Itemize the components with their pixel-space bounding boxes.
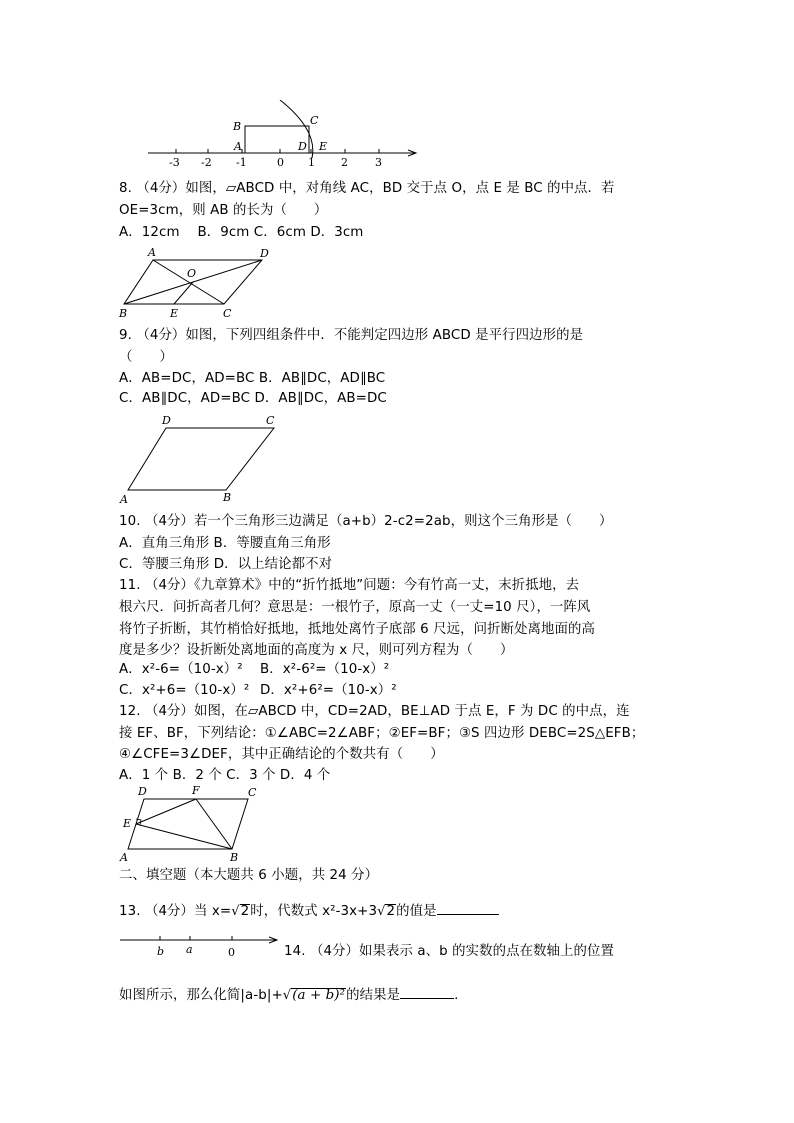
sqrt-sign-icon: √ (231, 904, 240, 919)
label-A: A (120, 851, 128, 864)
q13-prefix: 13. （4分）当 x= (119, 904, 232, 919)
q12-options: A．1 个 B．2 个 C．3 个 D．4 个 (119, 768, 331, 783)
q13-radicand2: 2 (386, 904, 396, 919)
sqrt-sign-icon: √ (282, 988, 292, 1003)
q11-line2: 根六尺．问折高者几何？意思是：一根竹子，原高一丈（一丈=10 尺），一阵风 (119, 600, 591, 615)
q11-option-b: B．x²-6²=（10-x）² (260, 662, 390, 677)
q10-options-ab: A．直角三角形 B．等腰直角三角形 (119, 536, 331, 551)
answer-blank[interactable] (437, 900, 499, 915)
label-D: D (162, 414, 171, 427)
sqrt-sign-icon: √ (377, 904, 386, 919)
label-a: a (186, 943, 193, 956)
q9-options-ab: A．AB=DC，AD=BC B．AB∥DC，AD∥BC (119, 371, 386, 386)
label-A: A (120, 493, 128, 506)
label-D: D (260, 247, 269, 260)
tick-label: -3 (169, 156, 180, 169)
label-B: B (119, 307, 128, 320)
q11-line3: 将竹子折断，其竹梢恰好抵地，抵地处离竹子底部 6 尺远，问折断处离地面的高 (119, 622, 596, 637)
q13-radicand: 2 (240, 904, 250, 919)
q10-line1: 10. （4分）若一个三角形三边满足（a+b）2-c2=2ab，则这个三角形是（ ） (119, 514, 613, 529)
label-E: E (123, 817, 132, 830)
label-B: B (233, 120, 242, 133)
q12-line3: ④∠CFE=3∠DEF，其中正确结论的个数共有（ ） (119, 747, 444, 762)
label-B: B (230, 851, 239, 864)
q13-line (119, 900, 499, 922)
number-line-figure-top (140, 100, 430, 170)
q12-line2: 接 EF、BF，下列结论：①∠ABC=2∠ABF；②EF=BF；③S 四边形 DEBC=2S△EFB； (119, 726, 645, 741)
label-C: C (248, 786, 257, 799)
q11-option-c: C．x²+6=（10-x）² (119, 683, 250, 698)
tick-label: 3 (375, 156, 382, 169)
q14-line2-suffix: 的结果是 (346, 988, 401, 1003)
label-b: b (157, 945, 165, 958)
label-A: A (234, 140, 242, 153)
tick-label: -2 (201, 156, 212, 169)
q12-line1: 12. （4分）如图，在▱ABCD 中，CD=2AD，BE⊥AD 于点 E，F 为 DC 的中点，连 (119, 704, 630, 719)
tick-label: 0 (277, 156, 284, 169)
label-C: C (310, 114, 319, 127)
label-zero: 0 (228, 946, 235, 959)
label-E: E (170, 307, 179, 320)
q11-line4: 度是多少？设折断处离地面的高度为 x 尺，则可列方程为（ ） (119, 643, 514, 658)
section2-title: 二、填空题（本大题共 6 小题，共 24 分） (119, 868, 379, 883)
q14-line2 (119, 984, 458, 1006)
tick-label: 1 (308, 156, 315, 169)
q9-line2: （ ） (119, 350, 173, 365)
q11-line1: 11. （4分）《九章算术》中的“折竹抵地”问题：今有竹高一丈，末折抵地，去 (119, 578, 580, 593)
q11-option-a: A．x²-6=（10-x）² (119, 662, 243, 677)
q14-end: . (454, 988, 459, 1003)
label-D: D (138, 785, 147, 798)
label-E: E (319, 140, 328, 153)
q14-line2-prefix: 如图所示，那么化简|a-b|+ (119, 988, 283, 1003)
q10-options-cd: C．等腰三角形 D．以上结论都不对 (119, 557, 333, 572)
q8-parallelogram-figure (116, 244, 276, 324)
tick-label: 2 (341, 156, 348, 169)
label-O: O (187, 267, 197, 280)
q12-parallelogram-figure (116, 783, 266, 865)
label-D: D (298, 140, 307, 153)
q14-number-line-figure (116, 928, 286, 964)
q8-options: A．12cm B．9cm C．6cm D．3cm (119, 225, 364, 240)
label-C: C (266, 414, 275, 427)
q9-parallelogram-figure (116, 410, 286, 508)
answer-blank[interactable] (400, 984, 454, 999)
q13-middle: 时，代数式 x²-3x+3 (250, 904, 378, 919)
q13-suffix: 的值是 (396, 904, 437, 919)
label-A: A (148, 246, 156, 259)
label-C: C (223, 307, 232, 320)
q9-line1: 9. （4分）如图，下列四组条件中．不能判定四边形 ABCD 是平行四边形的是 (119, 328, 584, 343)
tick-label: -1 (236, 156, 247, 169)
label-B: B (223, 491, 232, 504)
q9-options-cd: C．AB∥DC，AD=BC D．AB∥DC，AB=DC (119, 391, 387, 406)
q11-option-d: D．x²+6²=（10-x）² (260, 683, 397, 698)
q8-line1: 8. （4分）如图，▱ABCD 中，对角线 AC，BD 交于点 O，点 E 是 BC 的中点．若 (119, 181, 615, 196)
q14-radicand: (a + b)² (292, 988, 346, 1003)
q8-line2: OE=3cm，则 AB 的长为（ ） (119, 203, 328, 218)
q14-line1: 14. （4分）如果表示 a、b 的实数的点在数轴上的位置 (284, 944, 615, 959)
label-F: F (192, 784, 200, 797)
